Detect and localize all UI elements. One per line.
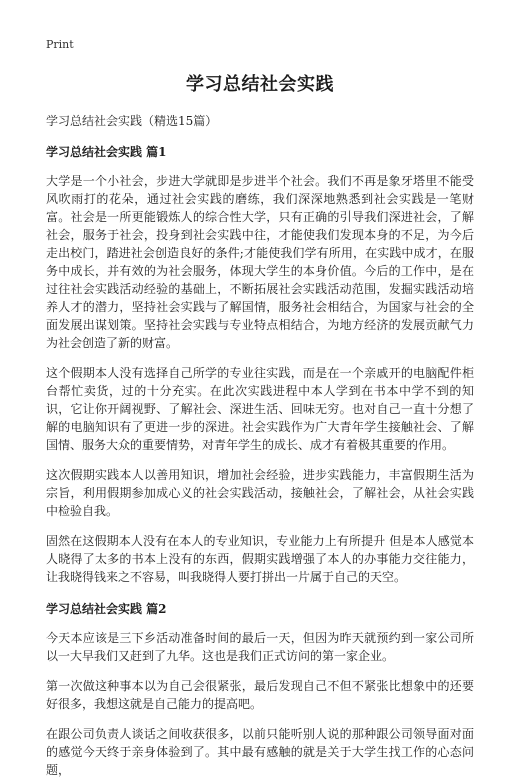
document-subtitle: 学习总结社会实践（精选15篇） — [46, 114, 218, 128]
section-heading-2: 学习总结社会实践 篇2 — [46, 602, 167, 616]
print-label[interactable]: Print — [46, 38, 74, 51]
paragraph: 这个假期本人没有选择自己所学的专业往实践，而是在一个亲戚开的电脑配件柜台帮忙卖货，过的十分充实。在此次实践进程中本人学到在书本中学不到的知识，它让你开阔视野、了解社会、深进生活、回味无穷。也对自己一直十分想了解的电脑知识有了更进一步的深进。社会实践作为广大青年学生接触社会、了解国情、服务大众的重要情势，对青年学生的成长、成才有着极其重要的作用。 — [46, 366, 474, 452]
paragraph: 这次假期实践本人以善用知识，增加社会经验，进步实践能力，丰富假期生活为宗旨，利用假期参加成心义的社会实践活动，接触社会，了解社会，从社会实践中检验自我。 — [46, 468, 474, 518]
paragraph: 固然在这假期本人没有在本人的专业知识，专业能力上有所提升 但是本人感觉本人晓得了太多的书本上没有的东西，假期实践增强了本人的办事能力交往能力，让我晓得钱来之不容易，叫我晓得人要打拼出一片属于自己的天空。 — [46, 534, 474, 584]
paragraph: 今天本应该是三下乡活动准备时间的最后一天，但因为昨天就预约到一家公司所以一大早我们又赶到了九华。这也是我们正式访问的第一家企业。 — [46, 631, 474, 663]
document-title: 学习总结社会实践 — [186, 74, 334, 95]
paragraph: 大学是一个小社会，步进大学就即是步进半个社会。我们不再是象牙塔里不能受风吹雨打的花朵，通过社会实践的磨练，我们深深地熟悉到社会实践是一笔财富。社会是一所更能锻炼人的综合性大学，只有正确的引导我们深进社会，了解社会，服务于社会，投身到社会实践中往，才能使我们发现本身的不足，为今后走出校门，踏进社会创造良好的条件;才能使我们学有所用，在实践中成才，在服务中成长，并有效的为社会服务，体现大学生的本身价值。今后的工作中，是在过往社会实践活动经验的基础上，不断拓展社会实践活动范围，发掘实践活动培养人才的潜力，坚持社会实践与了解国情，服务社会相结合，为国家与社会的全面发展出谋划策。坚持社会实践与专业特点相结合，为地方经济的发展贡献气力为社会创造了新的财富。 — [46, 174, 474, 350]
paragraph: 第一次做这种事本以为自己会很紧张，最后发现自己不但不紧张比想象中的还要好很多，我想这就是自己能力的提高吧。 — [46, 679, 474, 711]
section-heading-1: 学习总结社会实践 篇1 — [46, 145, 167, 159]
paragraph: 在跟公司负责人谈话之间收获很多，以前只能听别人说的那种跟公司领导面对面的感觉今天终于亲身体验到了。其中最有感触的就是关于大学生找工作的心态问题， — [46, 727, 474, 777]
